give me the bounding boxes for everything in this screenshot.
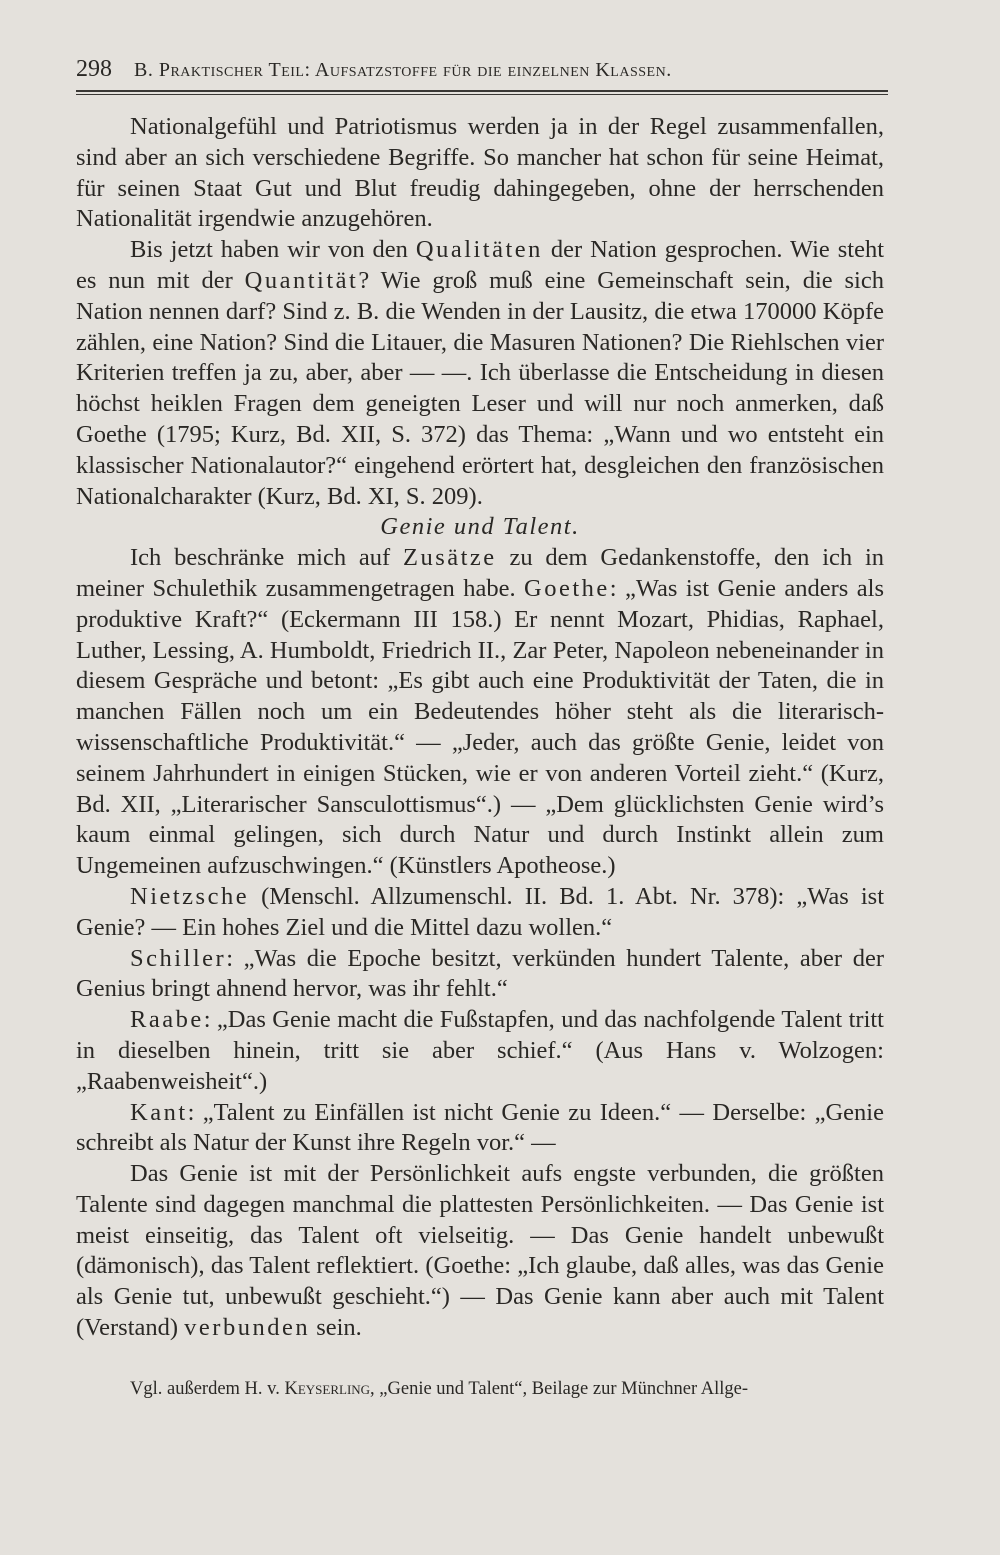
footnote: Vgl. außerdem H. v. Keyserling, „Genie und Talent“, Beilage zur Münchner Allge- — [130, 1379, 749, 1399]
header-rule-thin — [76, 94, 888, 95]
header-rule — [76, 90, 888, 92]
page-number: 298 — [76, 56, 112, 82]
footnote-author: Keyserling — [284, 1379, 371, 1399]
paragraph: Das Genie ist mit der Persönlichkeit aufs engste verbunden, die größten Talente sind dagegen manchmal die plattesten Persönlichkeiten. — Das Genie ist meist einseitig, das Talent oft vielseitig. — Das Genie handelt unbewußt (dämonisch), das Talent reflektiert. (Goethe: „Ich glaube, daß alles, was das Genie als Genie tut, unbewußt geschieht.“) — Das Genie kann aber auch mit Talent (Verstand) verbunden sein. — [76, 1160, 884, 1342]
paragraph: Kant: „Talent zu Einfällen ist nicht Genie zu Ideen.“ — Derselbe: „Genie schreibt als Natur der Kunst ihre Regeln vor.“ — — [76, 1098, 884, 1157]
paragraph: Raabe: „Das Genie macht die Fußstapfen, und das nachfolgende Talent tritt in dieselben hinein, tritt sie aber schief.“ (Aus Hans v. Wolzogen: „Raabenweisheit“.) — [76, 1006, 884, 1095]
author-name: Nietzsche — [130, 882, 250, 910]
paragraph: Ich beschränke mich auf Zusätze zu dem Gedankenstoffe, den ich in meiner Schulethik zusammengetragen habe. Goethe: „Was ist Genie anders als produktive Kraft?“ (Eckermann III 158.) Er nennt Mozart, Phidias, Raphael, Luther, Lessing, A. Humboldt, Friedrich II., Zar Peter, Napoleon nebeneinander in diesem Gespräche und betont: „Es gibt auch eine Produktivität der Taten, die in manchen Fällen noch um ein Bedeutendes höher steht als die literarisch-wissenschaftliche Produktivität.“ — „Jeder, auch das größte Genie, leidet von seinem Jahrhundert in einigen Stücken, wie er von anderen Vorteil zieht.“ (Kurz, Bd. XII, „Literarischer Sansculottismus“.) — „Dem glücklichsten Genie wird’s kaum einmal gelingen, sich durch Natur und durch Instinkt allein zum Ungemeinen aufzuschwingen.“ (Künstlers Apotheose.) — [76, 544, 885, 880]
paragraph: Nietzsche (Menschl. Allzumenschl. II. Bd. 1. Abt. Nr. 378): „Was ist Genie? — Ein hohes Ziel und die Mittel dazu wollen.“ — [76, 882, 884, 941]
paragraph: Schiller: „Was die Epoche besitzt, verkünden hundert Talente, aber der Genius bringt ahnend hervor, was ihr fehlt.“ — [76, 944, 884, 1003]
body-text — [76, 112, 884, 1344]
author-name: Raabe — [130, 1006, 204, 1034]
author-name: Kant — [130, 1098, 188, 1126]
spaced-emphasis: Quantität — [244, 266, 359, 294]
paragraph: Bis jetzt haben wir von den Qualitäten der Nation gesprochen. Wie steht es nun mit der Quantität? Wie groß muß eine Gemeinschaft sein, die sich Nation nennen darf? Sind z. B. die Wenden in der Lausitz, die etwa 170000 Köpfe zählen, eine Nation? Sind die Litauer, die Masuren Nationen? Die Riehlschen vier Kriterien treffen ja zu, aber, aber — —. Ich überlasse die Entscheidung in diesen höchst heiklen Fragen dem geneigten Leser und will nur noch anmerken, daß Goethe (1795; Kurz, Bd. XII, S. 372) das Thema: „Wann und wo entsteht ein klassischer Nationalautor?“ eingehend erörtert hat, desgleichen den französischen Nationalcharakter (Kurz, Bd. XI, S. 209). — [76, 236, 885, 510]
author-name: Schiller — [130, 944, 227, 972]
paragraph: Nationalgefühl und Patriotismus werden ja in der Regel zusammenfallen, sind aber an sich verschiedene Begriffe. So mancher hat schon für seine Heimat, für seinen Staat Gut und Blut freudig dahingegeben, ohne der herrschenden Nationalität irgendwie anzugehören. — [76, 113, 884, 233]
running-title: B. Praktischer Teil: Aufsatzstoffe für die einzelnen Klassen. — [134, 59, 672, 81]
spaced-emphasis: Qualitäten — [415, 236, 543, 264]
spaced-emphasis: Zusätze — [403, 544, 497, 572]
running-header — [76, 56, 888, 83]
spaced-emphasis: verbunden — [184, 1314, 311, 1342]
spaced-emphasis: Goethe — [524, 574, 610, 602]
section-heading: Genie und Talent. — [380, 513, 580, 541]
